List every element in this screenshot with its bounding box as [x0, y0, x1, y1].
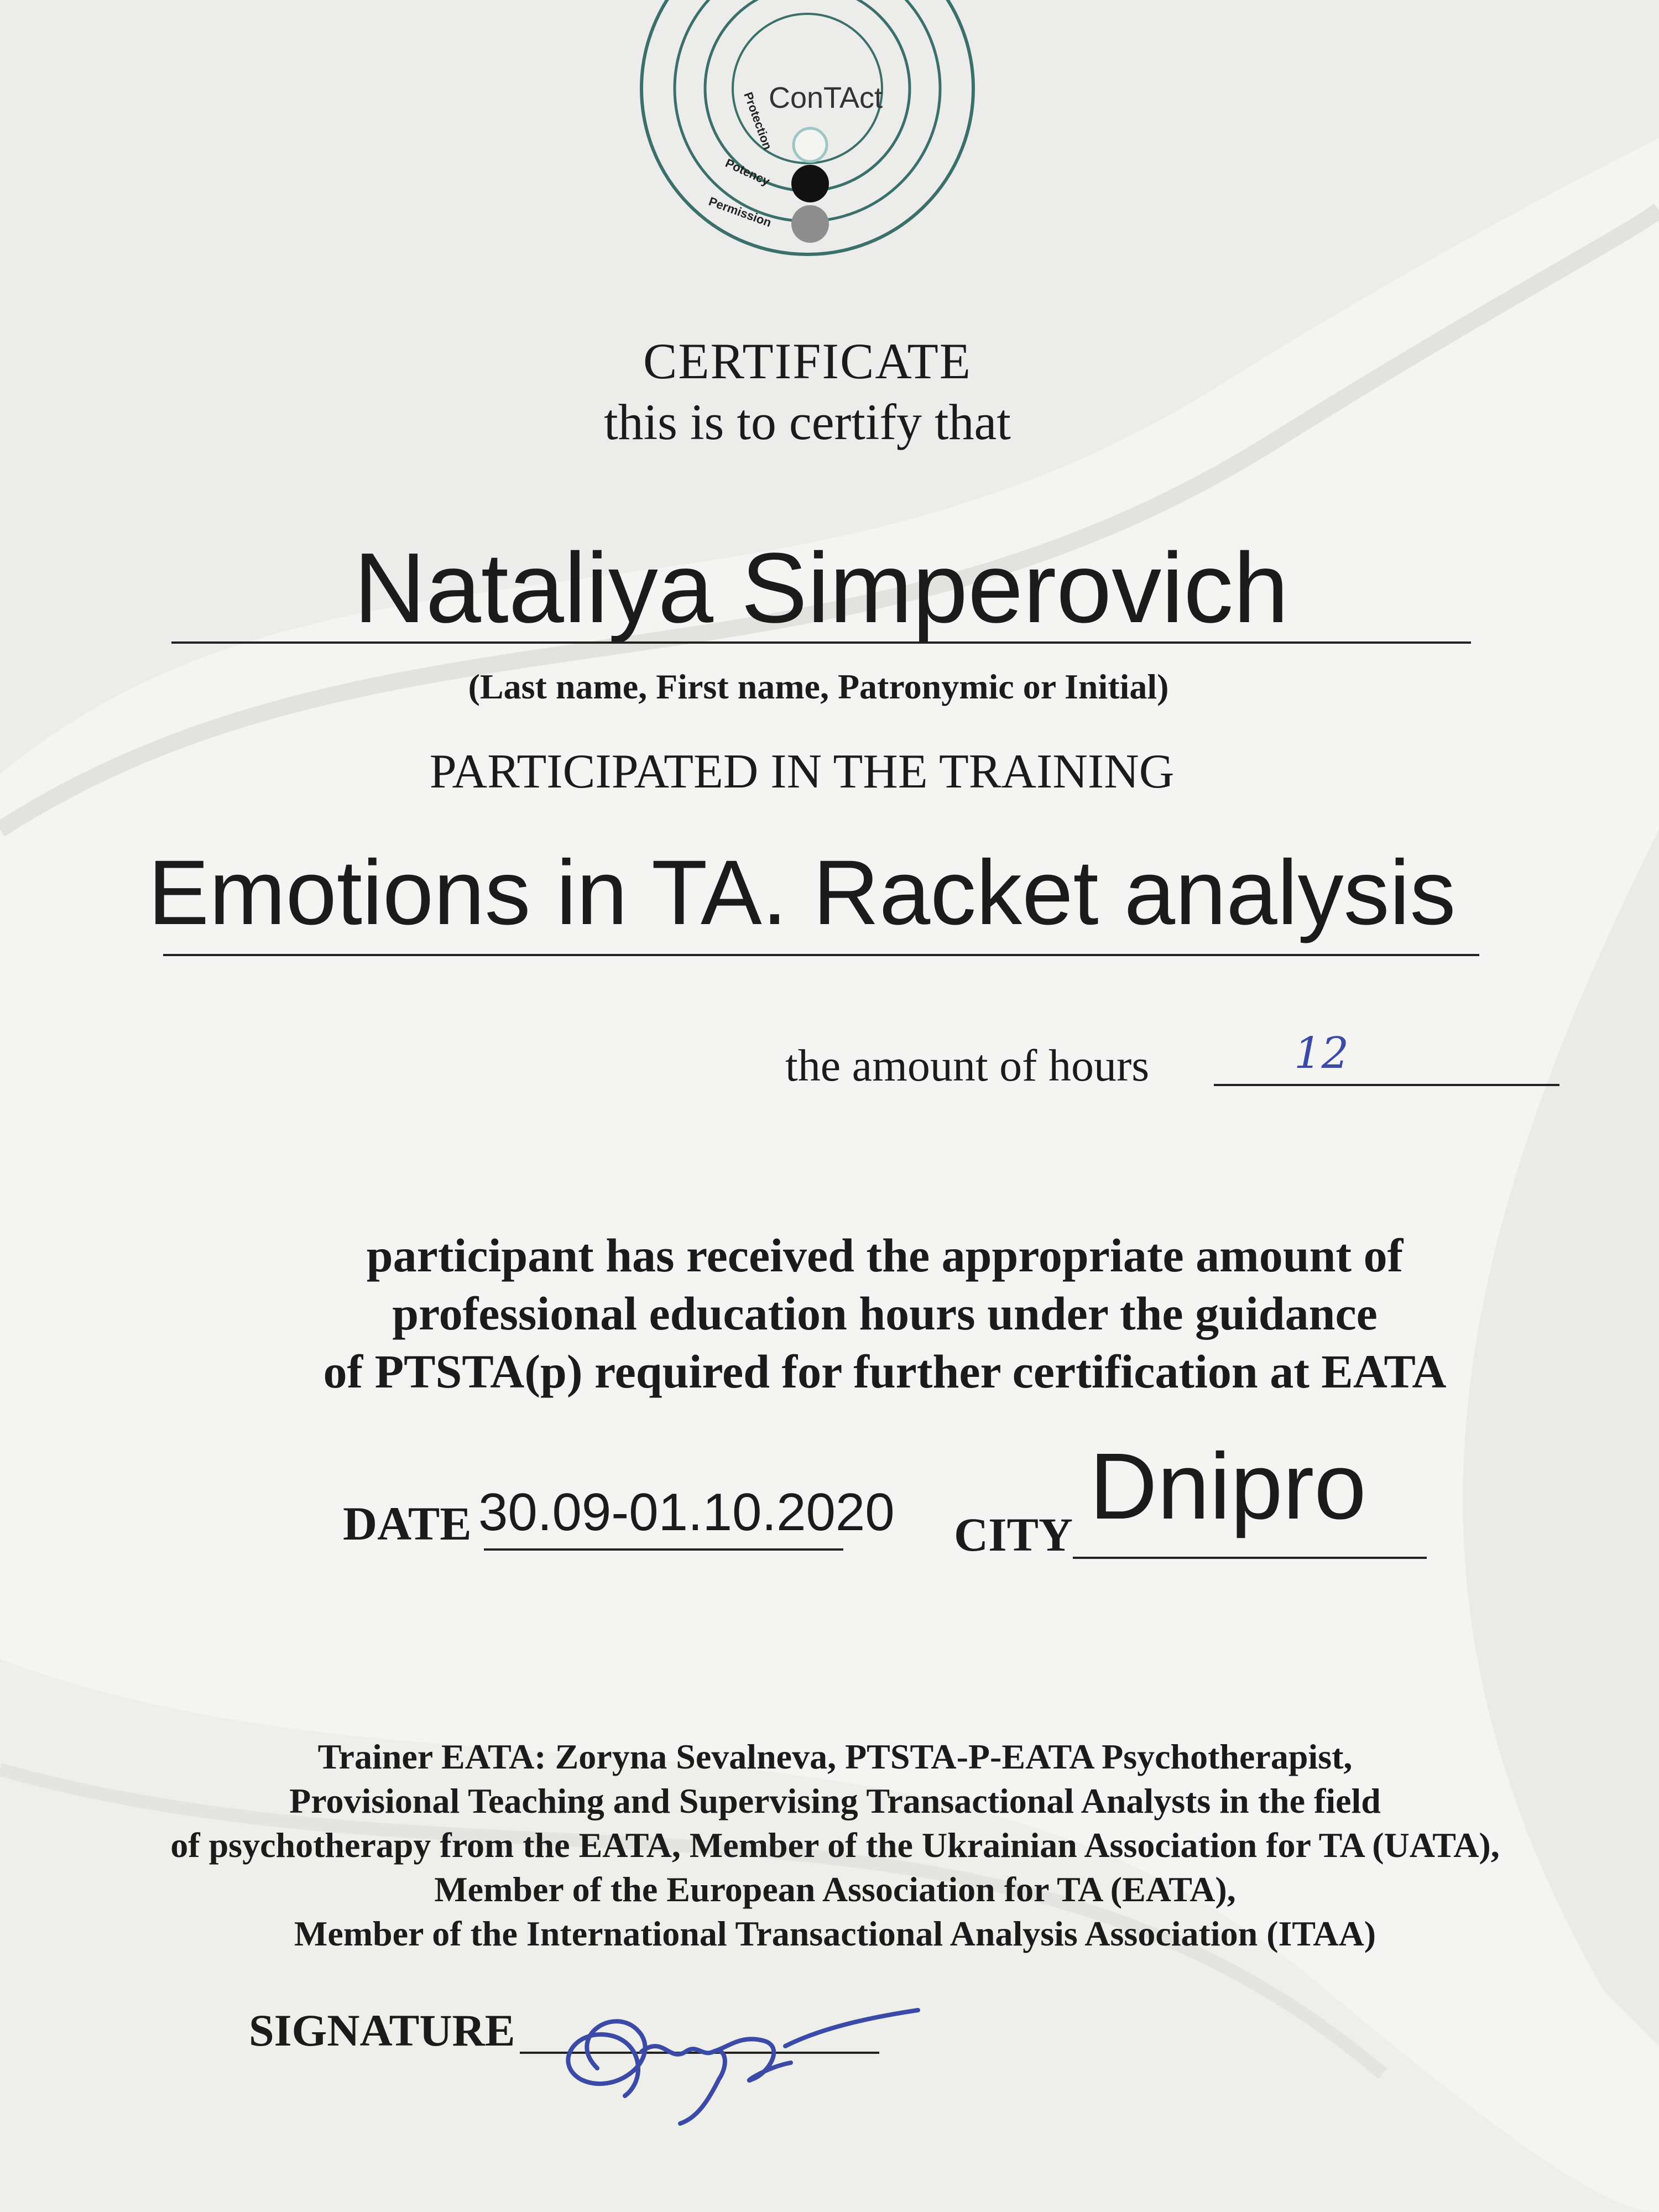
statement-line-1: participant has received the appropriate amount of: [366, 1229, 1404, 1282]
city-underline: [1073, 1557, 1427, 1559]
training-label: PARTICIPATED IN THE TRAINING: [429, 745, 1175, 799]
logo-word-protection: Protection: [741, 90, 775, 152]
logo-word-potency: Potency: [723, 155, 773, 189]
statement-line-2: professional education hours under the guidance: [392, 1287, 1378, 1340]
trainer-line-1: Trainer EATA: Zoryna Sevalneva, PTSTA-P-EATA Psychotherapist,: [317, 1737, 1353, 1776]
date-underline: [484, 1548, 843, 1551]
date-value: 30.09-01.10.2020: [478, 1483, 895, 1542]
contact-logo: [619, 0, 984, 265]
city-value: Dnipro: [1089, 1434, 1366, 1539]
logo-light-circle: [794, 128, 827, 161]
date-label: DATE: [343, 1497, 472, 1550]
participant-name: Nataliya Simperovich: [353, 533, 1289, 644]
hours-label: the amount of hours: [785, 1040, 1150, 1091]
trainer-line-4: Member of the European Association for TA (EATA),: [434, 1870, 1236, 1909]
name-underline: [171, 641, 1471, 644]
certificate-title: CERTIFICATE: [643, 333, 972, 389]
trainer-line-3: of psychotherapy from the EATA, Member of the Ukrainian Association for TA (UATA),: [170, 1825, 1500, 1865]
logo-brand-text: ConTAct: [769, 81, 883, 114]
handwritten-signature: [531, 1969, 962, 2135]
signature-label: SIGNATURE: [249, 2005, 515, 2056]
trainer-line-2: Provisional Teaching and Supervising Transactional Analysts in the field: [289, 1781, 1381, 1820]
logo-black-circle: [791, 165, 829, 202]
training-underline: [163, 954, 1479, 956]
hours-value: 12: [1294, 1029, 1349, 1078]
trainer-line-5: Member of the International Transactional Analysis Association (ITAA): [294, 1914, 1376, 1953]
logo-grey-circle: [791, 205, 829, 243]
training-name: Emotions in TA. Racket analysis: [148, 842, 1456, 944]
city-label: CITY: [954, 1508, 1073, 1561]
certificate-subtitle: this is to certify that: [604, 394, 1011, 450]
logo-word-permission: Permission: [707, 194, 774, 230]
statement-line-3: of PTSTA(p) required for further certification at EATA: [323, 1345, 1447, 1398]
hours-underline: [1214, 1084, 1559, 1086]
name-caption: (Last name, First name, Patronymic or Initial): [468, 667, 1169, 706]
